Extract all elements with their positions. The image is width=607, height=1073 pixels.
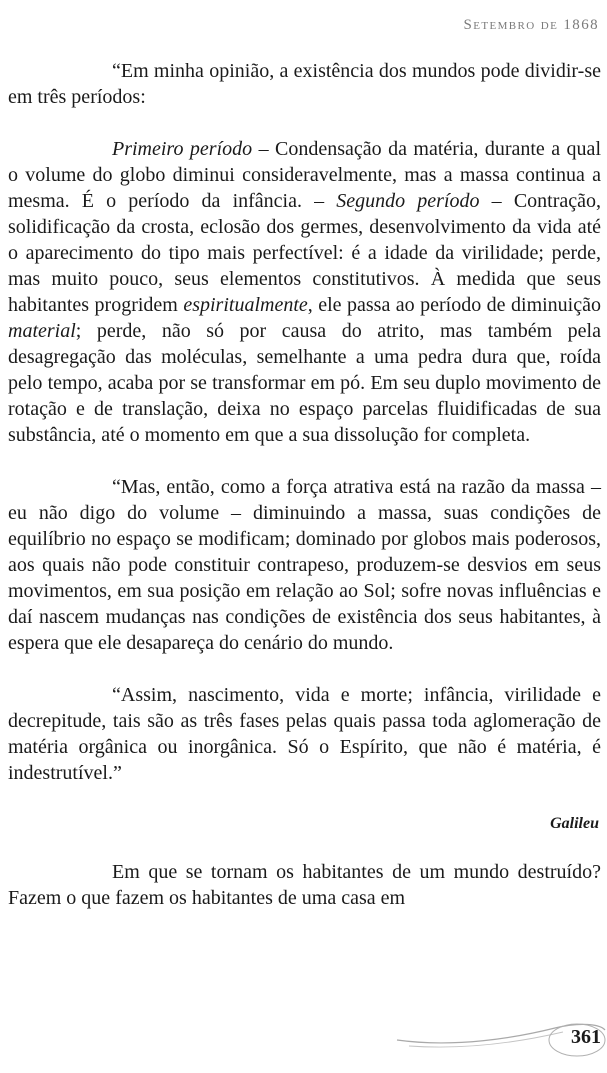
paragraph-inhabitants: Em que se tornam os habitantes de um mundo destruído? Fazem o que fazem os habitantes de uma casa em: [8, 861, 601, 909]
text-dissolution: ; perde, não só por causa do atrito, mas também pela desagregação das moléculas, semelhante a uma pedra dura que, roída pelo tempo, acaba por se transformar em pó. Em seu duplo movimento de rotação e de translação, deixa no espaço parcelas fluidificadas de sua substância, até o momento em que a sua dissolução for completa.: [8, 320, 601, 446]
label-first-period: Primeiro período: [112, 138, 253, 160]
paragraph-attraction: “Mas, então, como a força atrativa está na razão da massa – eu não digo do volume – diminuindo a massa, suas condições de equilíbrio no espaço se modificam; dominado por globos mais poderosos, aos quais não pode constituir contrapeso, produzem-se desvios em seus movimentos, em sua posição em relação ao Sol; sofre novas influências e daí nascem mudanças nas condições de existência dos seus habitantes, à espera que ele desapareça do cenário do mundo.: [8, 476, 601, 654]
signature: Galileu: [550, 815, 599, 832]
label-second-period: Segundo período: [336, 190, 480, 212]
page-number: 361: [571, 1026, 601, 1048]
emphasis-spiritually: espiritualmente: [183, 294, 308, 316]
emphasis-material: material: [8, 320, 76, 342]
running-header: Setembro de 1868: [463, 17, 599, 33]
paragraph-intro: “Em minha opinião, a existência dos mundos pode dividir-se em três períodos:: [8, 60, 601, 108]
body-text: [8, 58, 601, 937]
page-footer: [395, 1018, 607, 1068]
text-diminution: , ele passa ao período de diminuição: [307, 294, 601, 316]
paragraph-phases: “Assim, nascimento, vida e morte; infância, virilidade e decrepitude, tais são as três fases pelas quais passa toda aglomeração de matéria orgânica ou inorgânica. Só o Espírito, que não é matéria, é indestrutível.”: [8, 684, 601, 784]
paragraph-periods: [8, 136, 601, 448]
text-first-period: – Condensação da matéria, durante a qual o volume do globo diminui consideravelmente, mas a massa continua a mesma. É o período da infância. –: [8, 138, 601, 212]
text-second-period: – Contração, solidificação da crosta, eclosão dos germes, desenvolvimento da vida até o aparecimento do tipo mais perfectível: é a idade da virilidade; perde, mas muito pouco, seus elementos constitutivos. À medida que seus habitantes progridem: [8, 190, 602, 316]
